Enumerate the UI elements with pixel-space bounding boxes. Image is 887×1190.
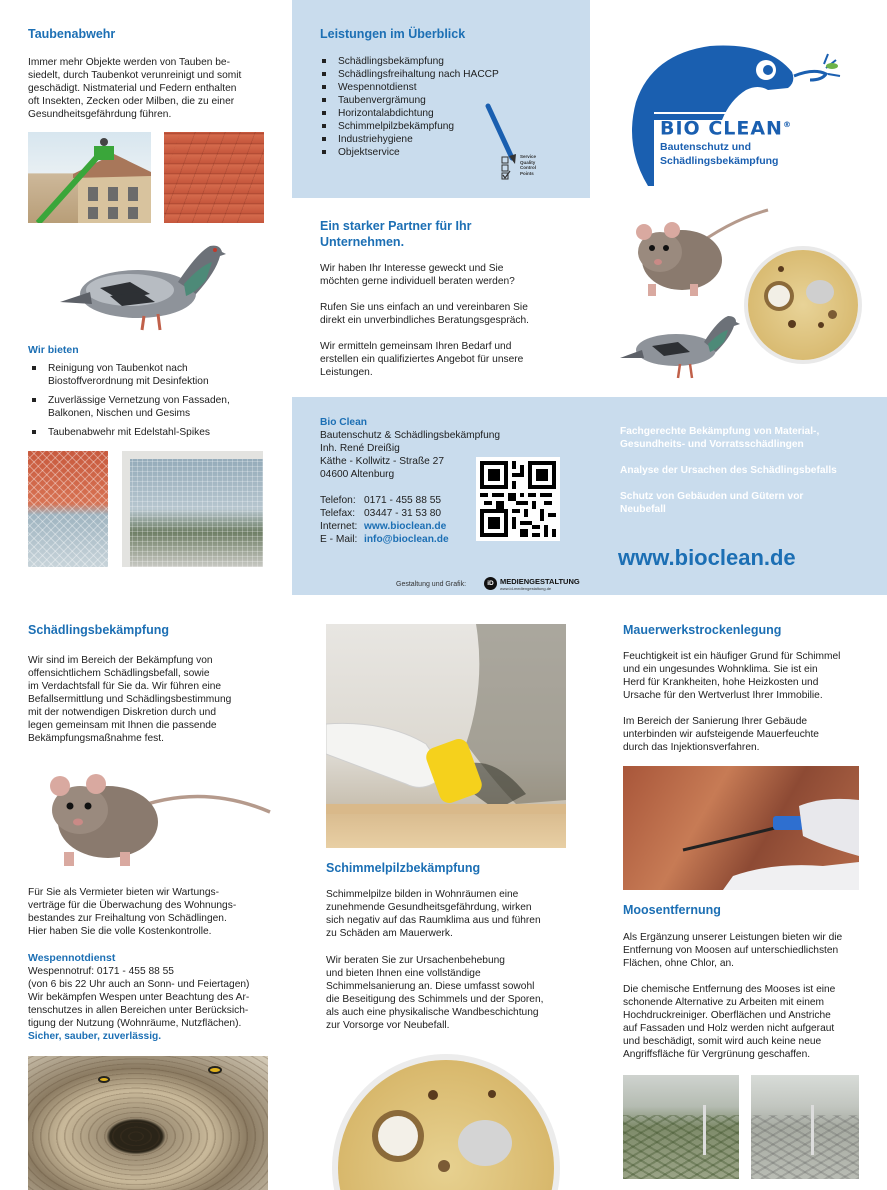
list-item: Industriehygiene [320,133,540,146]
leistungen-title: Leistungen im Überblick [320,27,466,41]
schaedling-title: Schädlingsbekämpfung [28,623,169,637]
partner-p2: Rufen Sie uns einfach an und vereinbaren Sie direkt ein unverbindliches Beratungsgespräch. [320,302,529,326]
contact-line4: 04600 Altenburg [320,469,395,480]
tagline-3: Schutz von Gebäuden und Gütern vor Neubefall [620,491,804,515]
schaedling-text: Wir sind im Bereich der Bekämpfung von offensichtlichem Schädlingsbefall, sowie im Verdachtsfall für Sie da. Wir führen eine Befallsermittlung und Schädlingsbestimmung mit der notwendigen Diskretion durch und legen gemeinsam mit Ihnen die passende Bekämpfungsmaßnahme fest. [28,655,232,744]
list-item: Horizontalabdichtung [320,107,540,120]
balcony-netting-photo [122,451,263,567]
checklist-points: Points [520,170,534,176]
wasp-nest-photo [28,1056,268,1190]
rat-large-image [40,752,272,872]
wespen-text: Wespennotruf: 0171 - 455 88 55 (von 6 bis 22 Uhr auch an Sonn- und Feiertagen) Wir bekämpfen Wespen unter Beachtung des Ar- tenschutzes in allen Bereichen unter Berücksich- tigung der Nutzung (Wohnräume, Nutzflächen). [28,966,250,1029]
checklist-pen-icon [482,100,562,190]
fax-number: 03447 - 31 53 80 [364,508,442,519]
contact-line2: Inh. René Dreißig [320,443,400,454]
taglines [620,425,860,516]
checklist-quality: Quality [520,159,536,165]
moss-before-photo [623,1075,739,1179]
rat-image [630,200,770,300]
mold-cleaning-photo [326,624,566,848]
fax-label: Telefax: [320,508,356,519]
pigeon-image [60,232,230,332]
mauerwerk-p2: Im Bereich der Sanierung Ihrer Gebäude unterbinden wir aufsteigende Mauerfeuchte durch das Injektionsverfahren. [623,716,819,753]
checklist-service: Service [520,154,537,159]
logo-sub1: Bautenschutz und [660,141,751,153]
design-credit-logo [484,577,580,593]
list-item: Taubenvergrämung [320,94,540,107]
wespen-title: Wespennotdienst [28,952,116,964]
tagline-2: Analyse der Ursachen des Schädlingsbefalls [620,465,837,476]
wir-bieten-title: Wir bieten [28,344,79,356]
moos-title: Moosentfernung [623,903,721,917]
moos-p1: Als Ergänzung unserer Leistungen bieten wir die Entfernung von Moosen auf unterschiedlichsten Flächen, ohne Chlor, an. [623,932,843,969]
logo-name: BIO CLEAN [660,117,783,140]
wall-injection-photo [623,766,859,890]
phone-number[interactable]: 0171 - 455 88 55 [364,495,442,506]
schaedling-text2: Für Sie als Vermieter bieten wir Wartungs- verträge für die Überwachung des Wohnungs- bestandes zur Freihaltung von Schädlingen. Hier haben Sie die volle Kostenkontrolle. [28,887,237,937]
taubenabwehr-text: Immer mehr Objekte werden von Tauben be- siedelt, durch Taubenkot verunreinigt und somit geschädigt. Nistmaterial und Federn enthalten oft Insekten, Zecken oder Milben, die zu einer Gesundheitsgefährdung führen. [28,57,242,120]
partner-p1: Wir haben Ihr Interesse geweckt und Sie möchten gerne individuell beraten werden? [320,263,515,287]
contact-company: Bio Clean [320,417,367,428]
list-item: Reinigung von Taubenkot nach Biostoffverordnung mit Desinfektion [30,362,280,388]
leistungen-panel [292,0,590,198]
roof-tiles-photo [164,132,264,223]
roof-netting-photo [28,451,108,567]
list-item: Zuverlässige Vernetzung von Fassaden, Balkonen, Nischen und Gesims [30,394,280,420]
petri-dish-large-image [338,1060,554,1190]
schimmel-p1: Schimmelpilze bilden in Wohnräumen eine zunehmende Gesundheitsgefährdung, wirken sich negativ auf das Raumklima aus und führen zu Schäden am Mauerwerk. [326,889,541,939]
contact-line1: Bautenschutz & Schädlingsbekämpfung [320,430,501,441]
moos-p2: Die chemische Entfernung des Mooses ist eine schonende Alternative zu Arbeiten mit einem Hochdruckreiniger. Oberflächen und Anstriche auf Fassaden und Holz werden nicht aufgeraut und beschädigt, somit wird auch keine neue Angriffsfläche für Vergrünung geschaffen. [623,984,836,1060]
list-item: Wespennotdienst [320,81,540,94]
logo-sub2: Schädlingsbekämpfung [660,155,779,167]
email-link[interactable]: info@bioclean.de [364,534,449,545]
checklist-control: Control [520,165,536,170]
bio-clean-logo [618,38,858,188]
list-item: Objektservice [320,146,540,159]
partner-p3: Wir ermitteln gemeinsam Ihren Bedarf und erstellen ein qualifiziertes Angebot für unsere Leistungen. [320,341,524,378]
schimmel-p2: Wir beraten Sie zur Ursachenbehebung und bieten Ihnen eine vollständige Schimmelsanierung an. Diese umfasst sowohl die Beseitigung des Schimmels und der Sporen, als auch eine physikalische Wandbeschichtung zur Vorsorge vor Neubefall. [326,955,544,1031]
moss-after-photo [751,1075,859,1179]
wespen-slogan: Sicher, sauber, zuverlässig. [28,1031,162,1042]
contact-band [292,397,887,595]
partner-title: Ein starker Partner für Ihr Unternehmen. [320,219,472,249]
mauerwerk-title: Mauerwerkstrockenlegung [623,623,782,637]
taubenabwehr-title: Taubenabwehr [28,27,116,41]
list-item: Taubenabwehr mit Edelstahl-Spikes [30,426,280,439]
list-item: Schädlingsfreihaltung nach HACCP [320,68,540,81]
tagline-1: Fachgerechte Bekämpfung von Material-, Gesundheits- und Vorratsschädlingen [620,426,820,450]
list-item: Schimmelpilzbekämpfung [320,120,540,133]
website-link[interactable]: www.bioclean.de [364,521,447,532]
mauerwerk-p1: Feuchtigkeit ist ein häufiger Grund für Schimmel und ein ungesundes Wohnklima. Sie ist ein Herd für Krankheiten, hohe Heizkosten und Ursache für den Wertverlust Ihrer Immobilie. [623,651,841,701]
id-logo-mark: iD [484,577,497,590]
id-logo-text: MEDIENGESTALTUNG [500,577,580,586]
building-lift-photo [28,132,151,223]
phone-label: Telefon: [320,495,356,506]
website-big-link[interactable]: www.bioclean.de [618,545,796,570]
schimmel-title: Schimmelpilzbekämpfung [326,861,481,875]
small-pigeon-image [620,306,740,380]
web-label: Internet: [320,521,358,532]
logo-registered: ® [782,120,792,129]
list-item: Schädlingsbekämpfung [320,55,540,68]
design-credit-label: Gestaltung und Grafik: [396,581,467,588]
petri-dish-image [748,250,858,360]
qr-code-icon[interactable] [476,457,560,541]
id-logo-url: www.id-mediengestaltung.de [500,586,552,591]
wir-bieten-list [30,362,280,439]
contact-line3: Käthe - Kollwitz - Straße 27 [320,456,444,467]
mail-label: E - Mail: [320,534,358,545]
